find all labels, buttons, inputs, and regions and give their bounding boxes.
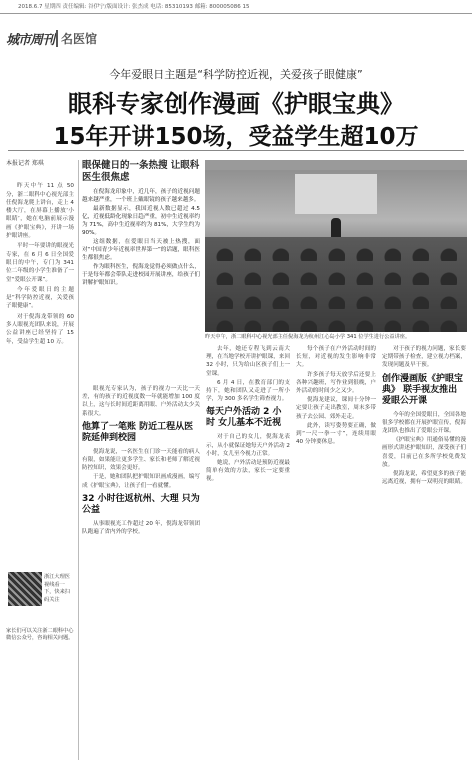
body-paragraph: 对于自己的女儿，倪海龙表示，从小就保证她每天户外活动 2 小时，女儿至今视力正常。 [206, 434, 290, 457]
intro-paragraph: 在倪海龙印象中，近几年，孩子的近视问题越来越严重，一个班上戴眼镜的孩子越来越多。 [82, 189, 200, 204]
lecture-photo [205, 160, 467, 332]
body-paragraph: 倪海龙说，希望更多的孩子能远离近视，拥有一双明亮的眼睛。 [382, 471, 466, 486]
lead-paragraph: 平时一年要讲的眼视光专家，在 6 月 6 日全国爱眼日的中午，专门为 341 位二年级的小学生准备了一堂“爱眼公开课”。 [6, 243, 74, 283]
body-paragraph: 6 月 4 日，在教育部门的支持下，她和团队又走进了一所小学，为 300 多名学生筛查视力。 [206, 379, 290, 403]
headline-divider [8, 150, 464, 151]
masthead [0, 13, 472, 47]
body-column-2 [206, 345, 290, 485]
body-paragraph: 从事眼视光工作超过 20 年，倪海龙带领团队跑遍了省内外的学校。 [82, 520, 200, 536]
headline-secondary: 15年开讲150场，受益学生超10万 [53, 124, 419, 150]
intro-paragraph: 最新数据显示，我国近视人数已超过 4.5 亿，近视低龄化现象日趋严重，初中生近视率约为 71%，高中生近视率约为 81%，大学生约为 90%。 [82, 205, 200, 237]
byline: 本报记者 郑琪 [6, 160, 44, 167]
body-paragraph: 眼视光专家认为，孩子的视力一天比一天差，有的孩子的近视度数一年就能增加 100 度以上，这与长时间近距离用眼、户外活动太少关系很大。 [82, 386, 200, 417]
intro-heading: 眼保健日的一条热搜 让眼科医生很焦虑 [82, 160, 200, 183]
intro-paragraph: 这组数据，在爱眼日当天被上热搜，面对“中国青少年近视率世界第一”的话题，眼科医生都很焦虑。 [82, 238, 200, 262]
headline-main: 眼科专家创作漫画《护眼宝典》 [68, 90, 404, 118]
column-divider [78, 160, 79, 760]
intro-column [82, 160, 200, 288]
section-title: 名医馆 [56, 30, 97, 47]
subsection-heading: 创作漫画版《护眼宝典》 联手视友推出爱眼公开课 [382, 373, 464, 406]
subsection-heading: 他算了一笔账 防近工程从医院延伸到校园 [82, 421, 194, 443]
body-paragraph: 倪海龙建议，课间十分钟一定要让孩子走出教室，周末多带孩子去公园、郊外走走。 [296, 397, 376, 420]
photo-projection-screen [295, 174, 377, 214]
page-info-bar [0, 0, 472, 14]
qr-caption: 浙江大理医视线看一下，快来扫码关注 [44, 574, 70, 603]
body-column-4 [382, 345, 466, 487]
body-paragraph: 倪海龙说，一名医生在门诊一天能看的病人有限，如果能让更多学生、家长和老师了解近视防控知识，效果会更好。 [82, 448, 200, 472]
body-paragraph: 《护眼宝典》用通俗易懂的漫画形式讲述护眼知识，深受孩子们喜爱，目前已在多所学校免费发放。 [382, 437, 466, 468]
lead-paragraph: 今年爱眼日的主题是“科学防控近视，关爱孩子眼健康”。 [6, 286, 74, 310]
lead-paragraph: 昨天中午 11 点 50 分，浙二眼科中心视光部主任倪海龙爬上讲台，走上 4 楼大厅，在屏幕上播放‘小眼睛’，她在电脑前展示漫画《护眼宝典》，开讲一场护眼讲座。 [6, 183, 74, 240]
body-paragraph: 她说，户外活动是预防近视最简单有效的方法，家长一定要重视。 [206, 460, 290, 483]
photo-caption: 昨天中午，浙二眼科中心视光部主任倪海龙为杭州江心岛小学 341 位学生进行公益讲座。 [205, 334, 411, 340]
subsection-heading: 32 小时往返杭州、大理 只为公益 [82, 493, 200, 515]
body-paragraph: 去年，她还专程飞到云南大理，在当地学校开讲护眼课，来回 32 小时，只为给山区孩子们上一堂课。 [206, 346, 290, 377]
body-paragraph: 今年的全国爱眼日，全国各地很多学校都在开展护眼宣传，倪海龙团队也推出了爱眼公开课。 [382, 411, 466, 435]
body-paragraph: 于是，她和团队把护眼知识画成漫画，编写成《护眼宝典》，让孩子们一看就懂。 [82, 474, 200, 489]
lead-paragraph: 对于倪海龙带领的 60 多人眼视光团队来说，开展公益讲座已经坚持了 15 年，受益学生超 10 万。 [6, 313, 74, 345]
lead-column [6, 160, 74, 348]
body-paragraph: 对于孩子的视力问题，家长要定期带孩子检查，建立视力档案，发现问题及早干预。 [382, 346, 466, 369]
body-column-3 [296, 345, 376, 447]
body-paragraph: 此外，读写姿势要正确，做到“一尺一拳一寸”，连续用眼 40 分钟要休息。 [296, 422, 376, 446]
subsection-heading: 每天户外活动 2 小时 女儿基本不近视 [206, 407, 282, 429]
qr-code-icon[interactable] [8, 572, 42, 606]
sidebar-note: 家长们可以关注浙二眼科中心微信公众号，咨询相关问题。 [6, 628, 74, 642]
headline-subtitle: 今年爱眼日主题是“科学防控近视，关爱孩子眼健康” [109, 68, 363, 81]
body-paragraph: 许多孩子每天放学后还要上各种兴趣班，写作业到很晚，户外活动的时间少之又少。 [296, 371, 376, 395]
photo-audience [205, 237, 467, 332]
page-info-text: 2018.6.7 星期四 责任编辑: 谷伊宁/版面设计: 张杰成 电话: 85310193 邮箱: 800005086 15 [18, 4, 250, 10]
body-column-1 [82, 385, 200, 537]
newspaper-logo: 城市周刊 [6, 33, 55, 48]
body-paragraph: 每个孩子在户外活动时间的长短，对近视的发生影响非常大。 [296, 346, 376, 369]
photo-ceiling [205, 160, 467, 170]
intro-paragraph: 作为眼科医生，倪海龙觉得必须做点什么，于是每年都会带队走进校园开展讲座，给孩子们讲解护眼知识。 [82, 263, 200, 287]
